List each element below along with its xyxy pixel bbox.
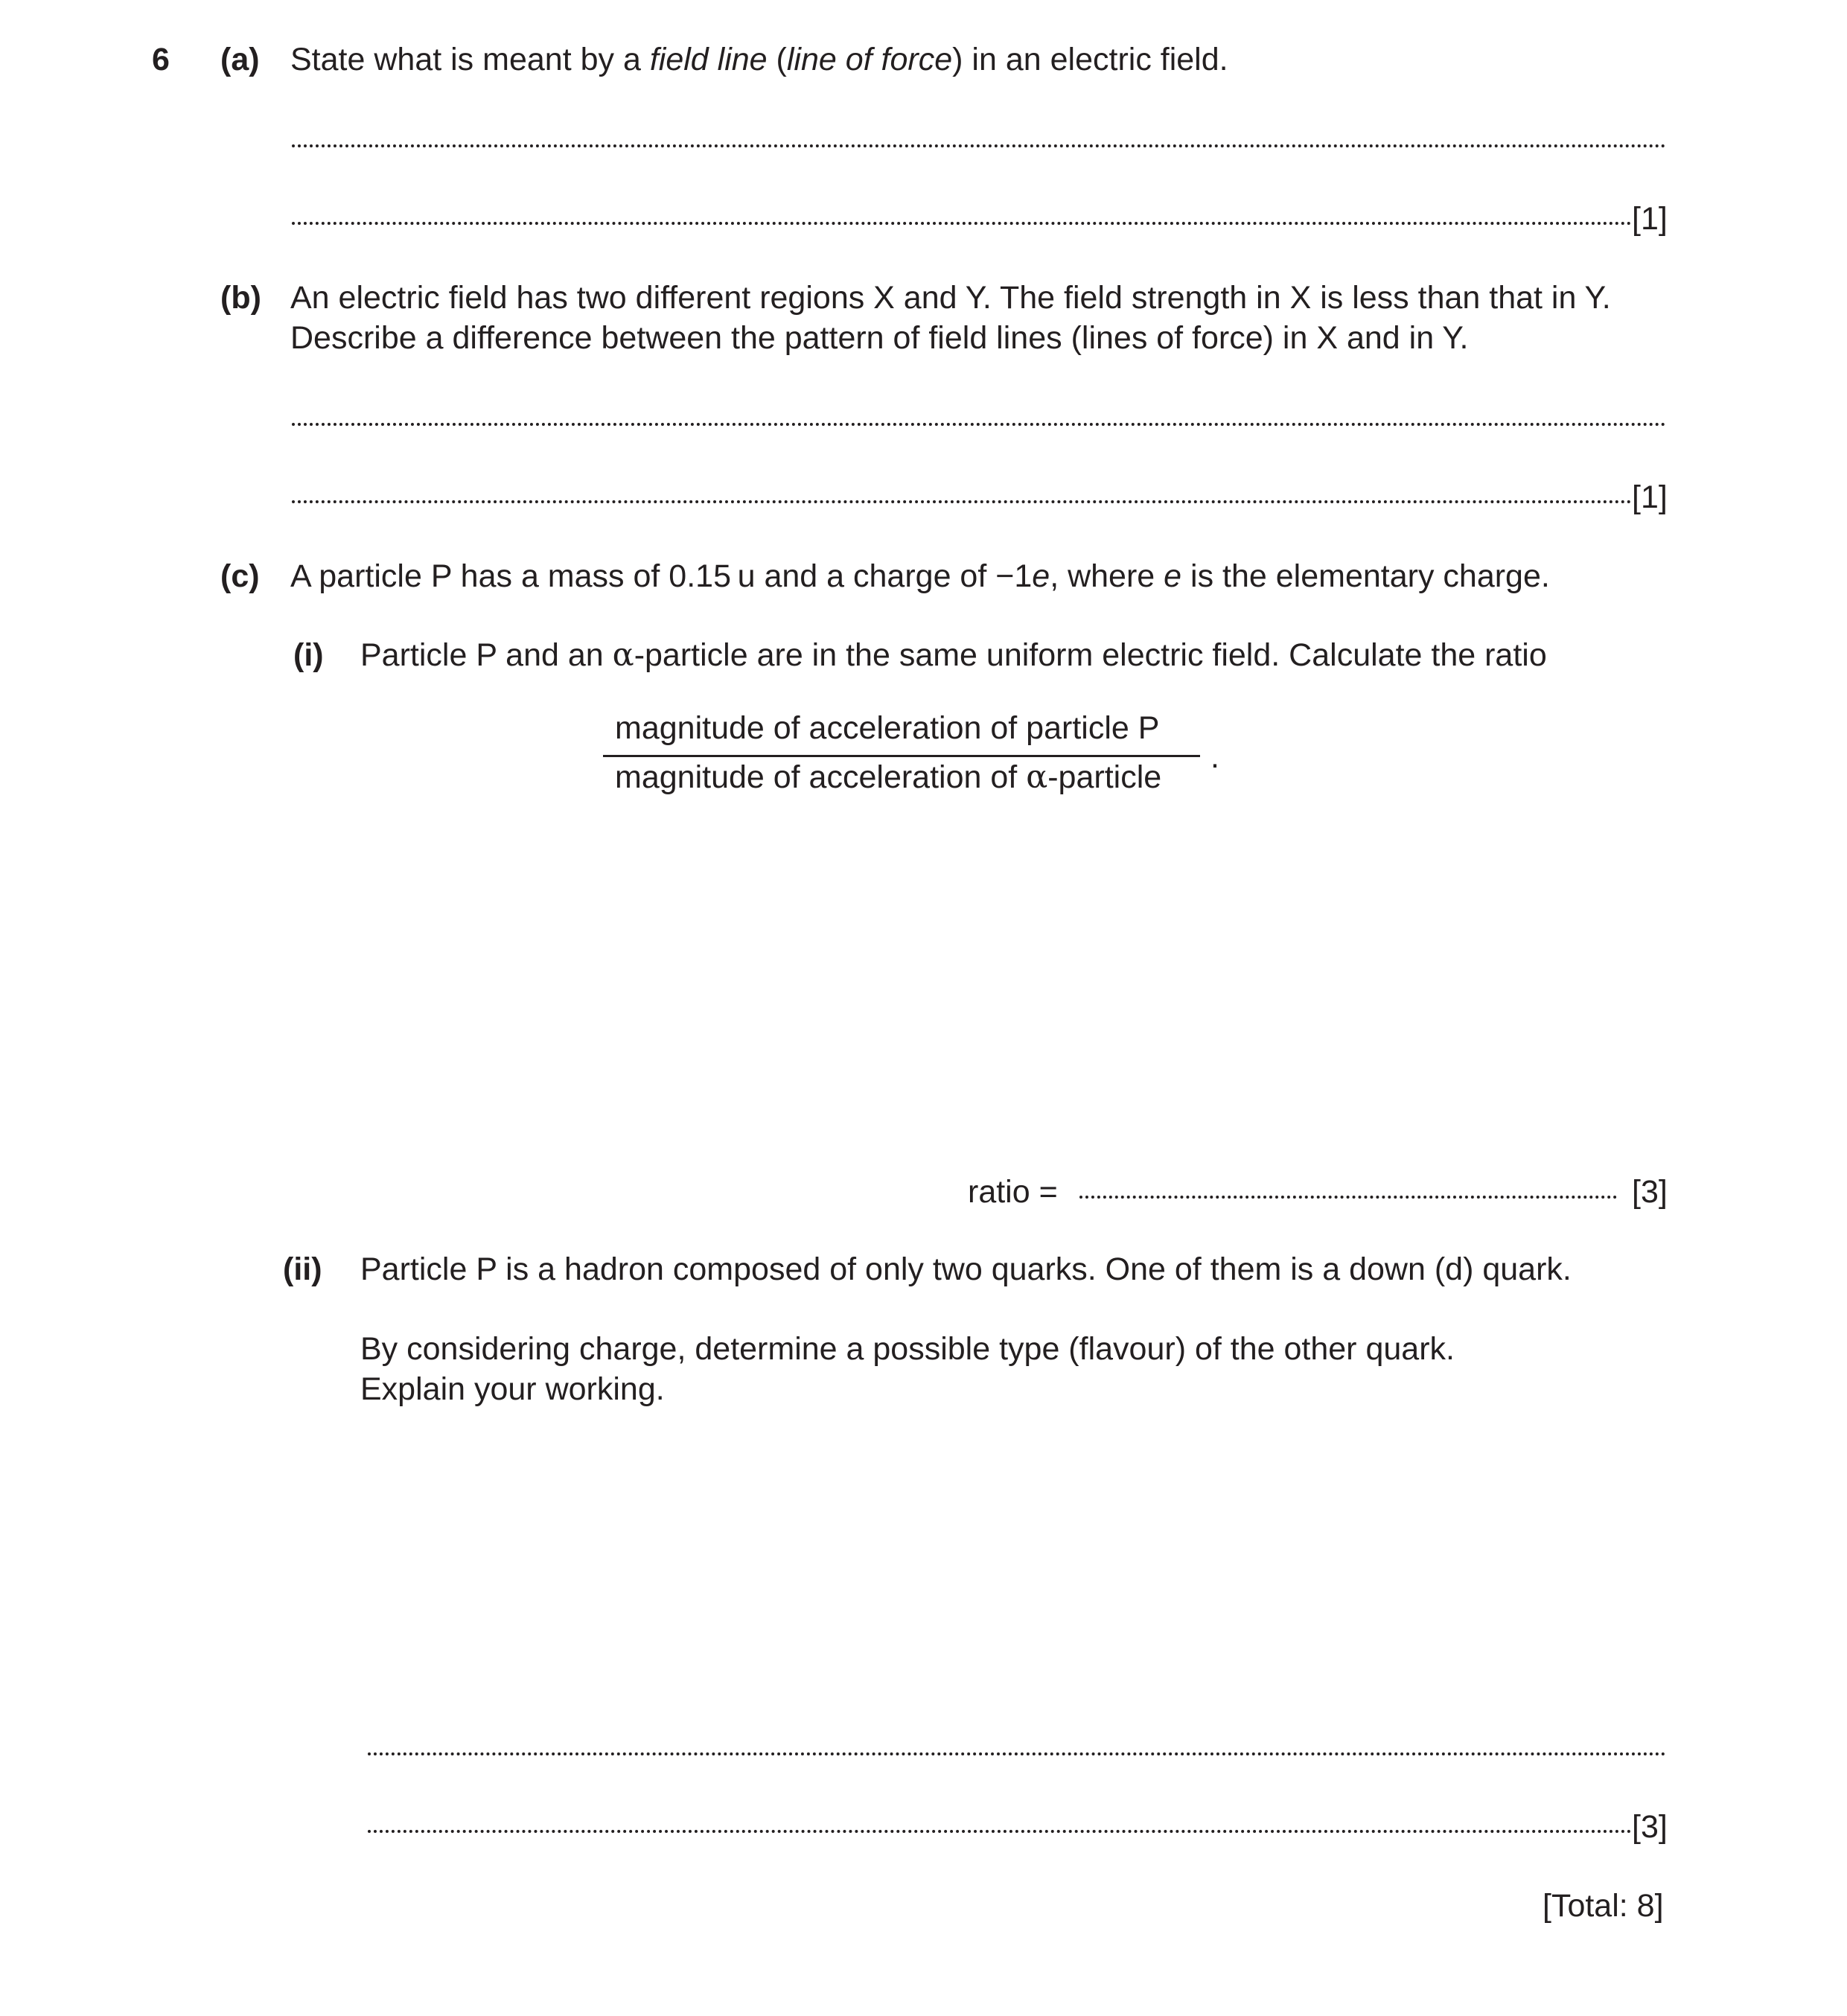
ratio-denominator-text-2: -particle [1047,759,1162,795]
part-a-term-line-of-force: line of force [786,42,953,77]
part-a-term-field-line: field line [649,42,768,77]
ratio-denominator [615,757,1161,797]
part-c-ii-line-3: Explain your working. [360,1371,665,1407]
ratio-numerator: magnitude of acceleration of particle P [615,710,1160,746]
question-number: 6 [152,42,170,77]
part-c-i-marks: [3] [1632,1174,1668,1210]
fraction-period: . [1210,739,1219,775]
part-c-intro [290,556,1550,596]
part-a-marks: [1] [1632,201,1668,237]
part-b-marks: [1] [1632,479,1668,515]
part-c-ii-label: (ii) [283,1251,322,1287]
part-c-label: (c) [220,558,260,594]
part-a-answer-line-1[interactable] [292,144,1666,147]
part-c-ii-answer-line-1[interactable] [368,1752,1666,1755]
part-a-answer-line-2[interactable] [292,222,1632,225]
ratio-answer-line[interactable] [1079,1196,1617,1199]
part-a-text-2: ( [767,42,787,77]
alpha-symbol: α [612,637,634,674]
part-c-i-label: (i) [293,637,324,673]
part-c-i-question [360,635,1547,675]
part-b-line-1: An electric field has two different regions X and Y. The field strength in X is less than that in Y. [290,280,1611,316]
question-total-marks: [Total: 8] [1543,1888,1664,1924]
part-b-answer-line-1[interactable] [292,423,1666,426]
ratio-answer-label: ratio = [968,1174,1058,1210]
part-c-ii-answer-line-2[interactable] [368,1830,1632,1833]
part-b-label: (b) [220,280,261,316]
part-a-label: (a) [220,42,260,77]
part-c-text-2: , where [1050,558,1164,594]
part-c-i-text-2: -particle are in the same uniform electric field. Calculate the ratio [634,637,1547,673]
part-b-line-2: Describe a difference between the pattern of field lines (lines of force) in X and in Y. [290,320,1469,356]
part-a-text-1: State what is meant by a [290,42,650,77]
part-c-ii-line-1: Particle P is a hadron composed of only two quarks. One of them is a down (d) quark. [360,1251,1572,1287]
part-c-ii-marks: [3] [1632,1809,1668,1845]
part-c-symbol-e-2: e [1164,558,1182,594]
part-a-text-3: ) in an electric field. [952,42,1228,77]
ratio-denominator-text-1: magnitude of acceleration of [615,759,1027,795]
part-c-i-text-1: Particle P and an [360,637,613,673]
part-c-text-3: is the elementary charge. [1181,558,1550,594]
part-c-ii-line-2: By considering charge, determine a possible type (flavour) of the other quark. [360,1331,1455,1367]
part-c-text-1: A particle P has a mass of 0.15 u and a charge of −1 [290,558,1033,594]
part-a-question [290,39,1228,80]
part-c-symbol-e-1: e [1032,558,1050,594]
alpha-symbol: α [1026,759,1048,796]
part-b-answer-line-2[interactable] [292,500,1632,503]
